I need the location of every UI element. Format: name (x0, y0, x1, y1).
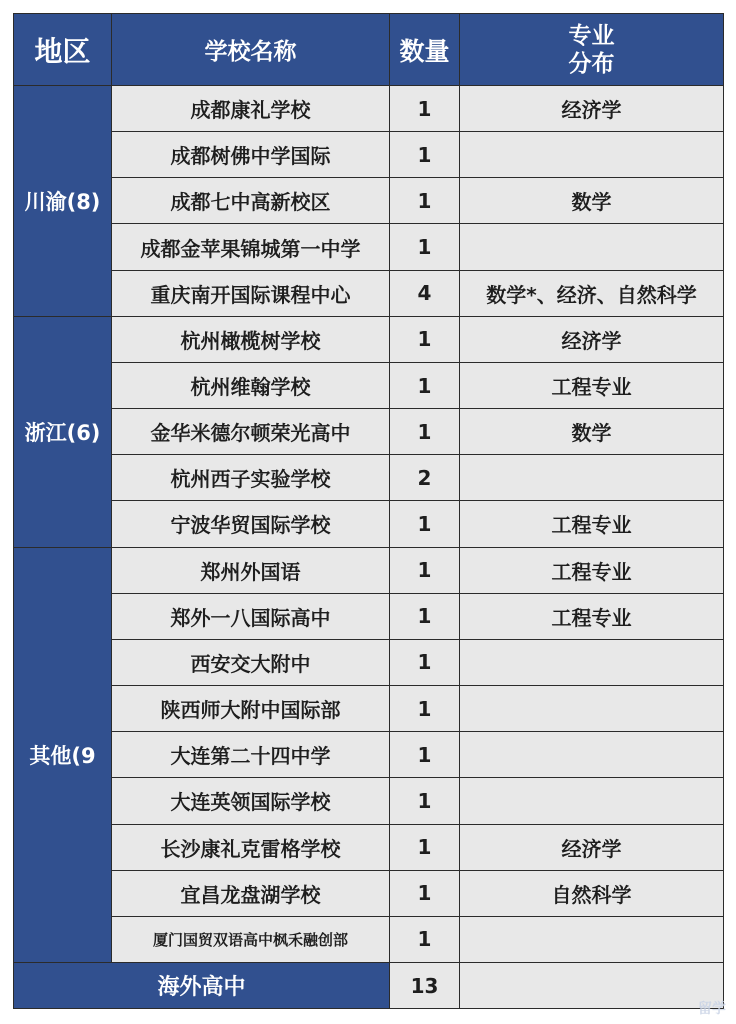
major-cell (460, 132, 724, 178)
count-cell: 1 (390, 224, 460, 270)
count-cell: 1 (390, 686, 460, 732)
major-cell: 数学 (460, 409, 724, 455)
table-row (14, 316, 724, 362)
count-cell: 1 (390, 409, 460, 455)
table-row (14, 178, 724, 224)
school-name-cell: 宁波华贸国际学校 (112, 501, 390, 547)
school-name-cell: 杭州橄榄树学校 (112, 316, 390, 362)
school-name-cell: 大连英领国际学校 (112, 778, 390, 824)
major-cell (460, 455, 724, 501)
major-cell (460, 224, 724, 270)
school-name-cell: 郑外一八国际高中 (112, 593, 390, 639)
schools-table (13, 13, 724, 1009)
major-cell: 数学*、经济、自然科学 (460, 270, 724, 316)
count-cell: 1 (390, 593, 460, 639)
count-cell: 1 (390, 316, 460, 362)
header-major-line1: 专业 (568, 22, 615, 49)
major-cell: 经济学 (460, 86, 724, 132)
major-cell: 工程专业 (460, 362, 724, 408)
count-cell: 1 (390, 639, 460, 685)
count-cell: 1 (390, 501, 460, 547)
table-row (14, 593, 724, 639)
count-cell: 1 (390, 547, 460, 593)
major-cell: 数学 (460, 178, 724, 224)
major-cell: 工程专业 (460, 501, 724, 547)
school-name-cell: 成都康礼学校 (112, 86, 390, 132)
count-cell: 1 (390, 870, 460, 916)
region-cell: 其他(9 (14, 547, 112, 962)
table-row (14, 639, 724, 685)
footer-row (14, 963, 724, 1009)
count-cell: 1 (390, 916, 460, 962)
count-cell: 1 (390, 178, 460, 224)
school-name-cell: 成都金苹果锦城第一中学 (112, 224, 390, 270)
count-cell: 1 (390, 132, 460, 178)
table-row (14, 547, 724, 593)
table-row (14, 409, 724, 455)
count-cell: 1 (390, 824, 460, 870)
count-cell: 2 (390, 455, 460, 501)
table-row (14, 86, 724, 132)
region-cell: 浙江(6) (14, 316, 112, 547)
table-body (14, 86, 724, 963)
school-name-cell: 杭州维翰学校 (112, 362, 390, 408)
table-row (14, 270, 724, 316)
footer-blank (460, 963, 724, 1009)
region-cell: 川渝(8) (14, 86, 112, 317)
header-school: 学校名称 (112, 14, 390, 86)
major-cell: 经济学 (460, 824, 724, 870)
count-cell: 1 (390, 778, 460, 824)
count-cell: 1 (390, 362, 460, 408)
school-name-cell: 重庆南开国际课程中心 (112, 270, 390, 316)
major-cell: 工程专业 (460, 593, 724, 639)
major-cell (460, 916, 724, 962)
major-cell: 经济学 (460, 316, 724, 362)
school-name-cell: 西安交大附中 (112, 639, 390, 685)
major-cell (460, 778, 724, 824)
table-row (14, 824, 724, 870)
school-name-cell: 成都七中高新校区 (112, 178, 390, 224)
major-cell: 工程专业 (460, 547, 724, 593)
school-name-cell: 郑州外国语 (112, 547, 390, 593)
school-name-cell: 金华米德尔顿荣光高中 (112, 409, 390, 455)
table-row (14, 870, 724, 916)
school-name-cell: 大连第二十四中学 (112, 732, 390, 778)
major-cell (460, 686, 724, 732)
table-row (14, 732, 724, 778)
table-row (14, 455, 724, 501)
school-name-cell: 陕西师大附中国际部 (112, 686, 390, 732)
table-row (14, 686, 724, 732)
major-cell (460, 639, 724, 685)
count-cell: 1 (390, 732, 460, 778)
table-row (14, 362, 724, 408)
count-cell: 4 (390, 270, 460, 316)
table-row (14, 501, 724, 547)
footer-label: 海外高中 (14, 963, 390, 1009)
footer-count: 13 (390, 963, 460, 1009)
school-name-cell: 厦门国贸双语高中枫禾融创部 (112, 916, 390, 962)
header-row (14, 14, 724, 86)
header-region: 地区 (14, 14, 112, 86)
count-cell: 1 (390, 86, 460, 132)
school-name-cell: 长沙康礼克雷格学校 (112, 824, 390, 870)
table-row (14, 224, 724, 270)
header-major-line2: 分布 (568, 50, 615, 77)
school-name-cell: 杭州西子实验学校 (112, 455, 390, 501)
watermark-logo: 留学 (698, 1001, 726, 1017)
major-cell (460, 732, 724, 778)
table-row (14, 778, 724, 824)
school-name-cell: 宜昌龙盘湖学校 (112, 870, 390, 916)
table-row (14, 916, 724, 962)
table-row (14, 132, 724, 178)
header-count: 数量 (390, 14, 460, 86)
school-name-cell: 成都树佛中学国际 (112, 132, 390, 178)
header-major (460, 14, 724, 86)
major-cell: 自然科学 (460, 870, 724, 916)
